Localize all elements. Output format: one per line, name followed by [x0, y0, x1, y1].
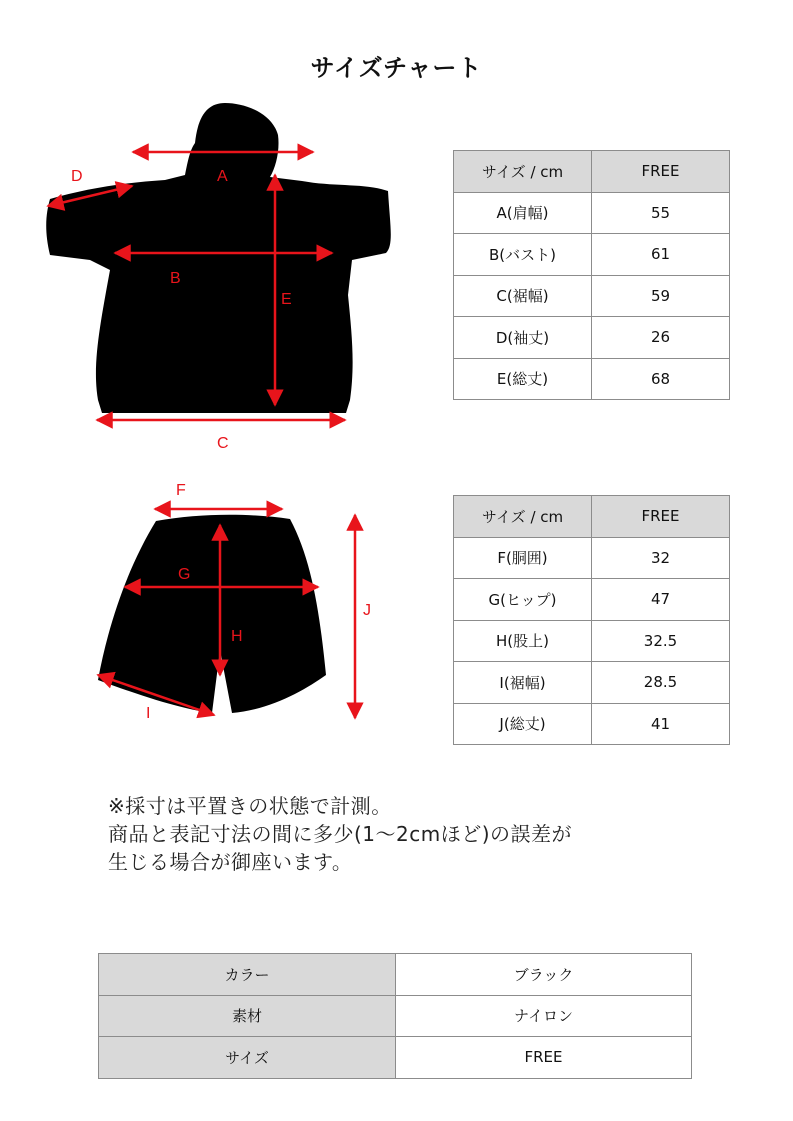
row-value: 47 [592, 579, 730, 621]
table-row [454, 275, 730, 317]
row-value: 59 [592, 275, 730, 317]
row-label: I(裾幅) [454, 662, 592, 704]
row-value: 68 [592, 358, 730, 400]
note-line: 生じる場合が御座います。 [108, 850, 353, 874]
row-label: E(総丈) [454, 358, 592, 400]
row-value: 32 [592, 537, 730, 579]
table-row [454, 662, 730, 704]
shorts-silhouette [98, 515, 326, 713]
table-row [454, 537, 730, 579]
note-line: ※採寸は平置きの状態で計測。 [108, 794, 392, 818]
product-info-table [98, 953, 692, 1079]
row-value: 55 [592, 192, 730, 234]
table-row [454, 317, 730, 359]
row-value: 28.5 [592, 662, 730, 704]
label-d: D [71, 168, 83, 185]
label-j: J [363, 602, 371, 619]
header-size: サイズ / cm [454, 496, 592, 538]
jacket-diagram [30, 95, 410, 465]
info-value: FREE [396, 1037, 692, 1079]
table-row [99, 954, 692, 996]
table-row [454, 703, 730, 745]
info-key: 素材 [99, 995, 396, 1037]
row-label: G(ヒップ) [454, 579, 592, 621]
label-b: B [170, 270, 181, 287]
table-row [99, 995, 692, 1037]
page-title: サイズチャート [310, 54, 483, 82]
info-key: サイズ [99, 1037, 396, 1079]
row-label: J(総丈) [454, 703, 592, 745]
jacket-silhouette [46, 103, 391, 413]
table-header-row [454, 151, 730, 193]
row-value: 32.5 [592, 620, 730, 662]
row-label: H(股上) [454, 620, 592, 662]
row-label: B(バスト) [454, 234, 592, 276]
table-row [454, 620, 730, 662]
table-row [454, 358, 730, 400]
shorts-diagram [90, 475, 390, 725]
header-free: FREE [592, 151, 730, 193]
jacket-size-table [453, 150, 730, 400]
row-label: A(肩幅) [454, 192, 592, 234]
row-label: D(袖丈) [454, 317, 592, 359]
measurement-note [108, 792, 572, 876]
shorts-size-table [453, 495, 730, 745]
info-value: ブラック [396, 954, 692, 996]
label-c: C [217, 435, 229, 452]
table-header-row [454, 496, 730, 538]
header-size: サイズ / cm [454, 151, 592, 193]
row-label: F(胴囲) [454, 537, 592, 579]
label-g: G [178, 566, 191, 583]
row-label: C(裾幅) [454, 275, 592, 317]
info-key: カラー [99, 954, 396, 996]
label-a: A [217, 168, 228, 185]
label-i: I [146, 705, 151, 722]
label-h: H [231, 628, 243, 645]
row-value: 61 [592, 234, 730, 276]
label-e: E [281, 291, 292, 308]
label-f: F [176, 482, 186, 499]
note-line: 商品と表記寸法の間に多少(1～2cmほど)の誤差が [108, 822, 573, 846]
info-value: ナイロン [396, 995, 692, 1037]
table-row [454, 579, 730, 621]
table-row [99, 1037, 692, 1079]
table-row [454, 234, 730, 276]
header-free: FREE [592, 496, 730, 538]
row-value: 26 [592, 317, 730, 359]
table-row [454, 192, 730, 234]
row-value: 41 [592, 703, 730, 745]
